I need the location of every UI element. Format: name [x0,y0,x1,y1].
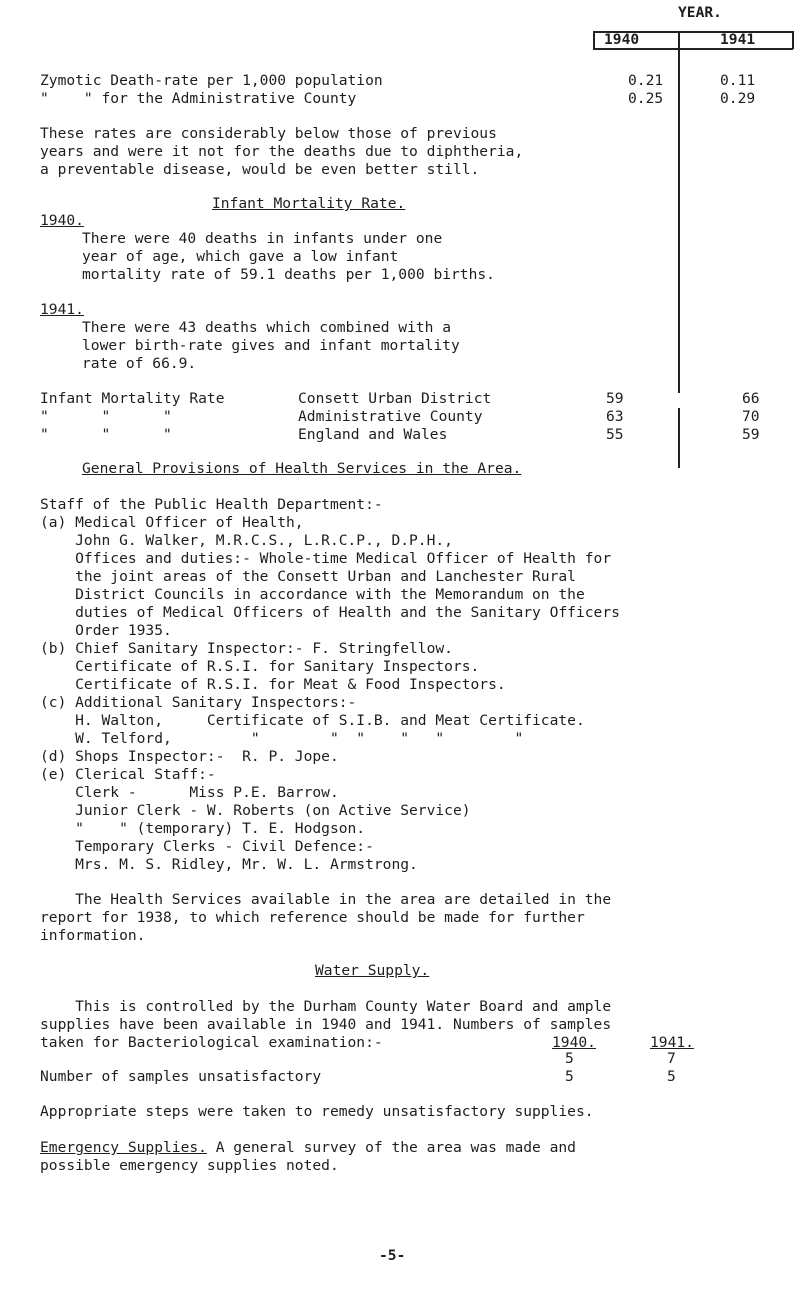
general-closing-1: The Health Services available in the area are detailed in the [40,891,612,908]
zymotic-row-2-1941: 0.29 [720,90,756,107]
imr-row-2-1940: 63 [606,408,624,425]
zymotic-row-1-1941: 0.11 [720,72,756,89]
infant-1941-line-2: lower birth-rate gives and infant mortality [82,337,460,354]
general-line-11: Certificate of R.S.I. for Meat & Food Inspectors. [40,676,506,693]
imr-row-2-area: Administrative County [298,408,483,425]
column-divider-lower [678,408,680,468]
zymotic-note-1: These rates are considerably below those of previous [40,125,497,142]
zymotic-row-2-label: " " for the Administrative County [40,90,357,107]
zymotic-row-1-1940: 0.21 [628,72,664,89]
general-line-17: Clerk - Miss P.E. Barrow. [40,784,339,801]
water-samples-1941: 7 [667,1050,676,1067]
general-line-18: Junior Clerk - W. Roberts (on Active Service) [40,802,471,819]
general-line-2: (a) Medical Officer of Health, [40,514,304,531]
infant-mortality-heading: Infant Mortality Rate. [212,195,406,212]
imr-row-3-1940: 55 [606,426,624,443]
infant-1940-line-2: year of age, which gave a low infant [82,248,399,265]
water-unsat-1941: 5 [667,1068,676,1085]
general-line-20: Temporary Clerks - Civil Defence:- [40,838,374,855]
header-bottom-rule [593,48,793,50]
general-line-7: duties of Medical Officers of Health and the Sanitary Officers [40,604,620,621]
imr-row-3-label: " " " [40,426,172,443]
general-line-13: H. Walton, Certificate of S.I.B. and Meat Certificate. [40,712,585,729]
imr-row-3-area: England and Wales [298,426,448,443]
year-label: YEAR. [678,4,722,21]
general-line-12: (c) Additional Sanitary Inspectors:- [40,694,357,711]
general-line-8: Order 1935. [40,622,172,639]
zymotic-note-2: years and were it not for the deaths due to diphtheria, [40,143,524,160]
infant-1940-label: 1940. [40,212,84,229]
water-unsat-1940: 5 [565,1068,574,1085]
imr-row-2-1941: 70 [742,408,760,425]
general-line-16: (e) Clerical Staff:- [40,766,216,783]
imr-row-1-1941: 66 [742,390,760,407]
zymotic-note-3: a preventable disease, would be even better still. [40,161,480,178]
imr-row-2-label: " " " [40,408,172,425]
imr-row-1-area: Consett Urban District [298,390,492,407]
column-divider [678,31,680,393]
emergency-line-2: possible emergency supplies noted. [40,1157,339,1174]
general-heading: General Provisions of Health Services in the Area. [82,460,522,477]
general-line-21: Mrs. M. S. Ridley, Mr. W. L. Armstrong. [40,856,418,873]
water-samples-1940: 5 [565,1050,574,1067]
water-unsat-label: Number of samples unsatisfactory [40,1068,322,1085]
general-line-15: (d) Shops Inspector:- R. P. Jope. [40,748,339,765]
water-col-1941: 1941. [650,1034,694,1051]
water-col-1940: 1940. [552,1034,596,1051]
general-line-4: Offices and duties:- Whole-time Medical Officer of Health for [40,550,612,567]
emergency-line-1 [40,1139,576,1156]
infant-1941-line-3: rate of 66.9. [82,355,197,372]
general-closing-3: information. [40,927,146,944]
general-line-5: the joint areas of the Consett Urban and Lanchester Rural [40,568,576,585]
header-right-rule [792,31,794,49]
water-intro-2: supplies have been available in 1940 and 1941. Numbers of samples [40,1016,612,1033]
infant-1940-line-1: There were 40 deaths in infants under one [82,230,443,247]
col-1940-label: 1940 [604,31,640,48]
zymotic-row-2-1940: 0.25 [628,90,664,107]
emergency-text-1: A general survey of the area was made and [206,1139,576,1156]
infant-1940-line-3: mortality rate of 59.1 deaths per 1,000 births. [82,266,495,283]
col-1941-label: 1941 [720,31,756,48]
imr-row-1-1940: 59 [606,390,624,407]
infant-1941-line-1: There were 43 deaths which combined with a [82,319,452,336]
general-closing-2: report for 1938, to which reference should be made for further [40,909,585,926]
imr-row-1-label: Infant Mortality Rate [40,390,225,407]
general-line-14: W. Telford, " " " " " " [40,730,524,747]
general-line-10: Certificate of R.S.I. for Sanitary Inspectors. [40,658,480,675]
general-line-19: " " (temporary) T. E. Hodgson. [40,820,366,837]
emergency-heading: Emergency Supplies. [40,1139,207,1156]
water-intro-3: taken for Bacteriological examination:- [40,1034,383,1051]
page-number: -5- [379,1247,406,1264]
header-left-rule [593,31,595,49]
general-line-3: John G. Walker, M.R.C.S., L.R.C.P., D.P.H., [40,532,453,549]
water-remedy: Appropriate steps were taken to remedy unsatisfactory supplies. [40,1103,594,1120]
zymotic-row-1-label: Zymotic Death-rate per 1,000 population [40,72,383,89]
water-heading: Water Supply. [315,962,430,979]
general-line-1: Staff of the Public Health Department:- [40,496,383,513]
imr-row-3-1941: 59 [742,426,760,443]
infant-1941-label: 1941. [40,301,84,318]
general-line-6: District Councils in accordance with the Memorandum on the [40,586,585,603]
general-line-9: (b) Chief Sanitary Inspector:- F. Stringfellow. [40,640,453,657]
water-intro-1: This is controlled by the Durham County Water Board and ample [40,998,612,1015]
